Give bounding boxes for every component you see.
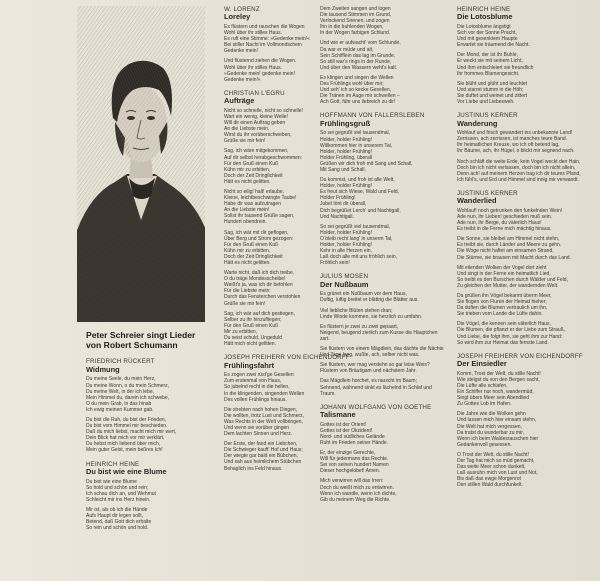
poem-title: Loreley <box>224 12 251 22</box>
poem-widmung <box>86 358 214 453</box>
schumann-portrait <box>77 6 205 322</box>
stanza: O Trost der Welt, du stille Nacht! Der Tag hat mich so müd gemacht, Das weite Meer schon dunkelt, Laß ausruhn mich von Lust und Not, Bis daß das ewge Morgenrot Den stillen Wald durchfunkelt. <box>457 451 538 489</box>
stanza: Da grüßen ihn Vögel bekannt überm Meer, Sie flogen von Fluren der Heimat hieher; Da duften die Blumen vertraulich um ihn, Sie trieben vom Lande die Lüfte dahin. <box>457 293 552 318</box>
poet-name: CHRISTIAN L'EGRU <box>224 89 285 97</box>
poem-der-nussbaum <box>320 273 448 396</box>
stanza: Der Mond, der ist ihr Buhle, Er weckt sie mit seinem Licht, Und ihm entschleiert sie freundlich Ihr frommes Blumengesicht. <box>457 52 534 77</box>
stanza: Er, der einzige Gerechte, Will für jedermann das Rechte. Sei von seinen hundert Namen Dieser hochgelobet! Amen. <box>320 450 389 475</box>
stanza: Noch schläft die weite Erde, kein Vogel weckt den Hain, Doch bin ich nicht verlassen, doch bin ich nicht allein, Denn ach! auf meinem Herzen trag ich dir teures Pfand, Ich fühl's, und Erd und Himmel sind innig mir verwandt. <box>457 158 581 183</box>
poem-talismane <box>320 404 448 503</box>
poem-title: Widmung <box>86 364 120 374</box>
stanza: Sag, ich wär mit dir geflogen, Über Berg und Strom gezogen: Für den Gruß einen Kuß Kühn mir zu erbitten, Doch der Zeit Dringlichkeit Hätt es nicht gelitten. <box>224 229 294 266</box>
stanza: Die Jahre wie die Wolken gehn Und lassen mich hier einsam stehn, Die Welt hat mich vergessen, Da tratst du wunderbar zu mir, Wenn ich beim Waldesrauschen hier Gedankenvoll gesessen. <box>457 411 539 448</box>
poem-wanderung <box>457 112 585 183</box>
stanza: Mir ist, als ob ich die Hände Aufs Haupt dir legen sollt, Betend, daß Gott dich erhalte So rein und schön und hold. <box>86 506 152 532</box>
stanza: Du kommst, und froh ist alle Welt, Holder, holder Frühling! Es freut sich Wiese, Wald und Feld, Holder Frühling! Jubel tönt dir überall, Dich begrüßet Lerch' und Nachtigall, Und Nachtigall. <box>320 177 401 220</box>
stanza: Sie flüstern von einem Mägdlein, das dächte die Nächte Und Tage lang, wußte, ach, selber nicht was. <box>320 346 444 359</box>
poem-title: Wanderung <box>457 118 498 128</box>
column-3 <box>320 6 448 576</box>
stanza: Sag, ich wär auf dich gestiegen, Selber zu ihr hinzufliegen; Für den Gruß einen Kuß Mir zu erbitten, Du seist schuld, Ungeduld Hätt mich nicht gelitten. <box>224 310 295 348</box>
headline-line-2: von Robert Schumann <box>86 340 178 351</box>
poem-die-lotosblume <box>457 6 585 105</box>
poem-der-einsiedler <box>457 353 585 489</box>
stanza: Gottes ist der Orient! Gottes ist der Okzident! Nord- und südliches Gelände Ruht im Frieden seiner Hände. <box>320 421 389 446</box>
poem-fruehlingsfahrt-continued <box>320 6 448 105</box>
stanza: Die strebten nach hohen Dingen, Die wollten, trotz Lust und Schmerz, Was Rechts in der Welt vollbringen, Und wenn sie vorüber gingen Dem lachten Sinnen und Herz. <box>224 406 305 438</box>
stanza: Die Lotosblume ängstigt Sich vor der Sonne Pracht, Und mit gesenktem Haupte Erwartet sie träumend die Nacht. <box>457 24 530 49</box>
poem-title: Frühlingsgruß <box>320 118 371 128</box>
stanza: Sie blüht und glüht und leuchtet Und starret stumm in die Höh; Sie duftet und weinet und zittert Vor Liebe und Liebesweh. <box>457 80 528 106</box>
stanza: Nicht so eilig! halt! erlaube, Kleine, leichtbeschwingte Taube! Habe dir was aufzutragen An die Liebste mein! Sollst ihr tausend Grüße sagen, Hundert obendrein. <box>224 188 297 226</box>
poem-title: Talismane <box>320 410 356 420</box>
stanza: Es flüstern und rauschen die Wogen Wohl über ihr stilles Haus. Es ruft eine Stimme: »Gedenke mein!« Bei stiller Nacht im Vollmondschein Gedenke mein! <box>224 24 310 55</box>
stanza: Wohlauf und frisch gewandert ins unbekannte Land! Zerrissen, ach zerrissen, ist manches teure Band. Ihr heimatlichen Kreuze, wo ich oft betend lag, Ihr Bäume, ach, ihr Hügel, o blickt mir segnend nach. <box>457 130 575 155</box>
stanza: So sei gegrüßt viel tausendmal, Holder, holder Frühling! O bleib recht lang' in unserm Tal, Holder, holder Frühling! Kehr in alle Herzen ein, Laß doch alle mit uns fröhlich sein, Fröhlich sein! <box>320 223 397 267</box>
stanza: Und wie er aufwacht' vom Schlunde, Da war er müde und alt, Sein Schifflein das lag im Grunde, So still war's rings in der Runde, Und über den Wassern weht's kalt. <box>320 40 401 71</box>
stanza: Die Vögel, die kennen sein väterlich Haus, Die Blumen, die pflanzt er der Liebe zum Strauß, Und Liebe, die folgt ihm, sie geht ihm zur Hand: So wird ihm zur Heimat das fernste Land. <box>457 321 566 346</box>
poet-name: JULIUS MOSEN <box>320 273 369 281</box>
stanza: Du bist die Ruh, du bist der Frieden, Du bist vom Himmel mir beschieden. Daß du mich liebst, macht mich mir wert, Dein Blick hat mich vor mir verklärt, Du hebst mich liebend über mich, Mein guter Geist, mein beßres Ich! <box>86 416 177 454</box>
stanza: Dem Zweiten sangen und logen Die tausend Stimmen im Grund, Verlockend Sirenen, und zogen Ihn in die buhlenden Wogen, In der Wogen farbigen Schlund. <box>320 6 392 37</box>
poet-name: JOHANN WOLFGANG VON GOETHE <box>320 403 432 411</box>
poet-name: W. LORENZ <box>224 6 260 13</box>
headline-line-1: Peter Schreier singt Lieder <box>86 330 196 340</box>
headline <box>86 330 214 350</box>
poem-wanderlied <box>457 190 585 346</box>
stanza: Der Erste, der fand ein Liebchen, Die Schwieger kauft' Hof und Haus; Der wiegte gar bald ein Bübchen, Und sah aus heimlichem Stübchen Behaglich ins Feld hinaus. <box>224 441 303 472</box>
poet-name: JUSTINUS KERNER <box>457 112 518 120</box>
poem-title: Wanderlied <box>457 196 497 206</box>
stanza: Du bist wie eine Blume So hold und schön und rein; Ich schau dich an, und Wehmut Schleicht mir ins Herz hinein. <box>86 478 156 503</box>
poem-title: Die Lotosblume <box>457 12 513 22</box>
stanza: Warte nicht, daß ich dich treibe, O du träge Mondesscheibe! Weißt's ja, was ich dir befohlen Für die Liebste mein: Durch das Fensterchen verstohlen Grüße sie mir fein! <box>224 270 301 307</box>
poet-name: JOSEPH FREIHERR VON EICHENDORFF <box>457 352 583 360</box>
stanza: Sie flüstern, wer mag verstehn so gar leise Weis? Flüstern von Bräutigam und nächstem Jahr. <box>320 362 430 375</box>
stanza: Es flüstern je zwei zu zwei gepaart, Neigend, beugend zierlich zum Kusse die Häuptchen zart. <box>320 323 438 342</box>
poet-name: FRIEDRICH RÜCKERT <box>86 358 155 366</box>
poet-name: JUSTINUS KERNER <box>457 189 518 197</box>
poem-title: Der Einsiedler <box>457 359 507 369</box>
stanza: Komm, Trost der Welt, du stille Nacht! Wie steigst du von den Bergen sacht, Die Lüfte alle schlafen, Ein Schiffer nur noch, wandermüd, Singt übers Meer sein Abendlied Zu Gottes Lob im Hafen. <box>457 370 541 408</box>
stanza: Es zogen zwei rüst'ge Gesellen Zum erstenmal von Haus, So jubelnd recht in die hellen, In die klingenden, singenden Wellen Des vollen Frühlings hinaus. <box>224 372 305 403</box>
stanza: Wohlauf! noch getrunken den funkelnden Wein! Ade nun, ihr Lieben! geschieden muß sein. Ade nun, ihr Berge, du väterlich Haus! Es treibt in die Ferne mich mächtig hinaus. <box>457 207 563 233</box>
poem-title: Du bist wie eine Blume <box>86 466 167 476</box>
stanza: Mit eilenden Wolken der Vogel dort zieht Und singt in der Ferne ein heimatlich Lied, So treibt es den Burschen durch Wälder und Feld, Zu gleichen der Mutter, der wandernden Welt. <box>457 264 568 289</box>
stanza: Es klingen und singen die Wellen Des Frühlings wohl über mir; Und seh' ich so kecke Gesellen, Die Tränen im Auge mir schwellen – Ach Gott, führ uns liebreich zu dir! <box>320 74 400 106</box>
stanza: Es grünet ein Nußbaum vor dem Haus, Duftig, luftig breitet er blättrig die Blätter aus. <box>320 291 419 304</box>
poem-du-bist-wie-eine-blume <box>86 461 214 532</box>
stanza: Du meine Seele, du mein Herz, Du meine Wonn, o du mein Schmerz, Du meine Welt, in der ich lebe, Mein Himmel du, darein ich schwebe, O du mein Grab, in das hinab Ich ewig meinen Kummer gab. <box>86 376 170 413</box>
poem-title: Aufträge <box>224 96 255 106</box>
stanza: Viel liebliche Blüten stehen dran; Linde Winde kommen, sie herzlich zu umfahn. <box>320 307 423 320</box>
stanza: Und flüsternd ziehen die Wogen. Wohl über ihr stilles Haus. »Gedenke mein! gedenke mein! Gedenke mein!« <box>224 58 297 83</box>
stanza: Das Mägdlein horchet, es rauscht im Baum; Sehnend, wähnend sinkt es lächelnd in Schlaf und Traum. <box>320 378 432 397</box>
poem-title: Frühlingsfahrt <box>224 360 275 370</box>
stanza: Nicht so schnelle, nicht so schnelle! Wart ein wenig, kleine Welle! Will dir einen Auftrag geben An die Liebste mein. Wirst du ihr vorüberschweben, Grüße sie mir fein! <box>224 107 303 145</box>
poet-name: HOFFMANN VON FALLERSLEBEN <box>320 112 425 120</box>
stanza: Sag, ich wäre mitgekommen, Auf dir selbst herabgeschwommen: Für den Gruß einen Kuß Kühn mir zu erbitten, Doch der Zeit Dringlichkeit Hätt es nicht gelitten. <box>224 148 303 185</box>
poem-title: Der Nußbaum <box>320 279 369 289</box>
stanza: Mich verwirren will das Irren: Doch du weißt mich zu entwirren. Wenn ich wandle, wenn ich dichte, Gib du meinem Weg die Richte. <box>320 478 397 503</box>
poet-name: JOSEPH FREIHERR VON EICHENDORFF <box>224 354 350 362</box>
poet-name: HEINRICH HEINE <box>86 460 140 468</box>
poem-fruehlingsgruss <box>320 112 448 266</box>
stanza: So sei gegrüßt viel tausendmal, Holder, holder Frühling! Willkommen hier in unserem Tal, Holder, holder Frühling! Holder Frühling, überall Grüßen wir dich froh mit Sang und Schall, Mit Sang und Schall. <box>320 130 413 173</box>
poet-name: HEINRICH HEINE <box>457 6 511 13</box>
column-1 <box>86 330 214 575</box>
column-4 <box>457 6 585 576</box>
portrait-drawing <box>77 6 205 322</box>
stanza: Die Sonne, sie bleibet am Himmel nicht stehn, Es treibt sie, durch Länder und Meere zu gehn. Die Woge nicht haftet am einsamen Strand, Die Stürme, sie brausen mit Macht durch das Land. <box>457 236 571 261</box>
